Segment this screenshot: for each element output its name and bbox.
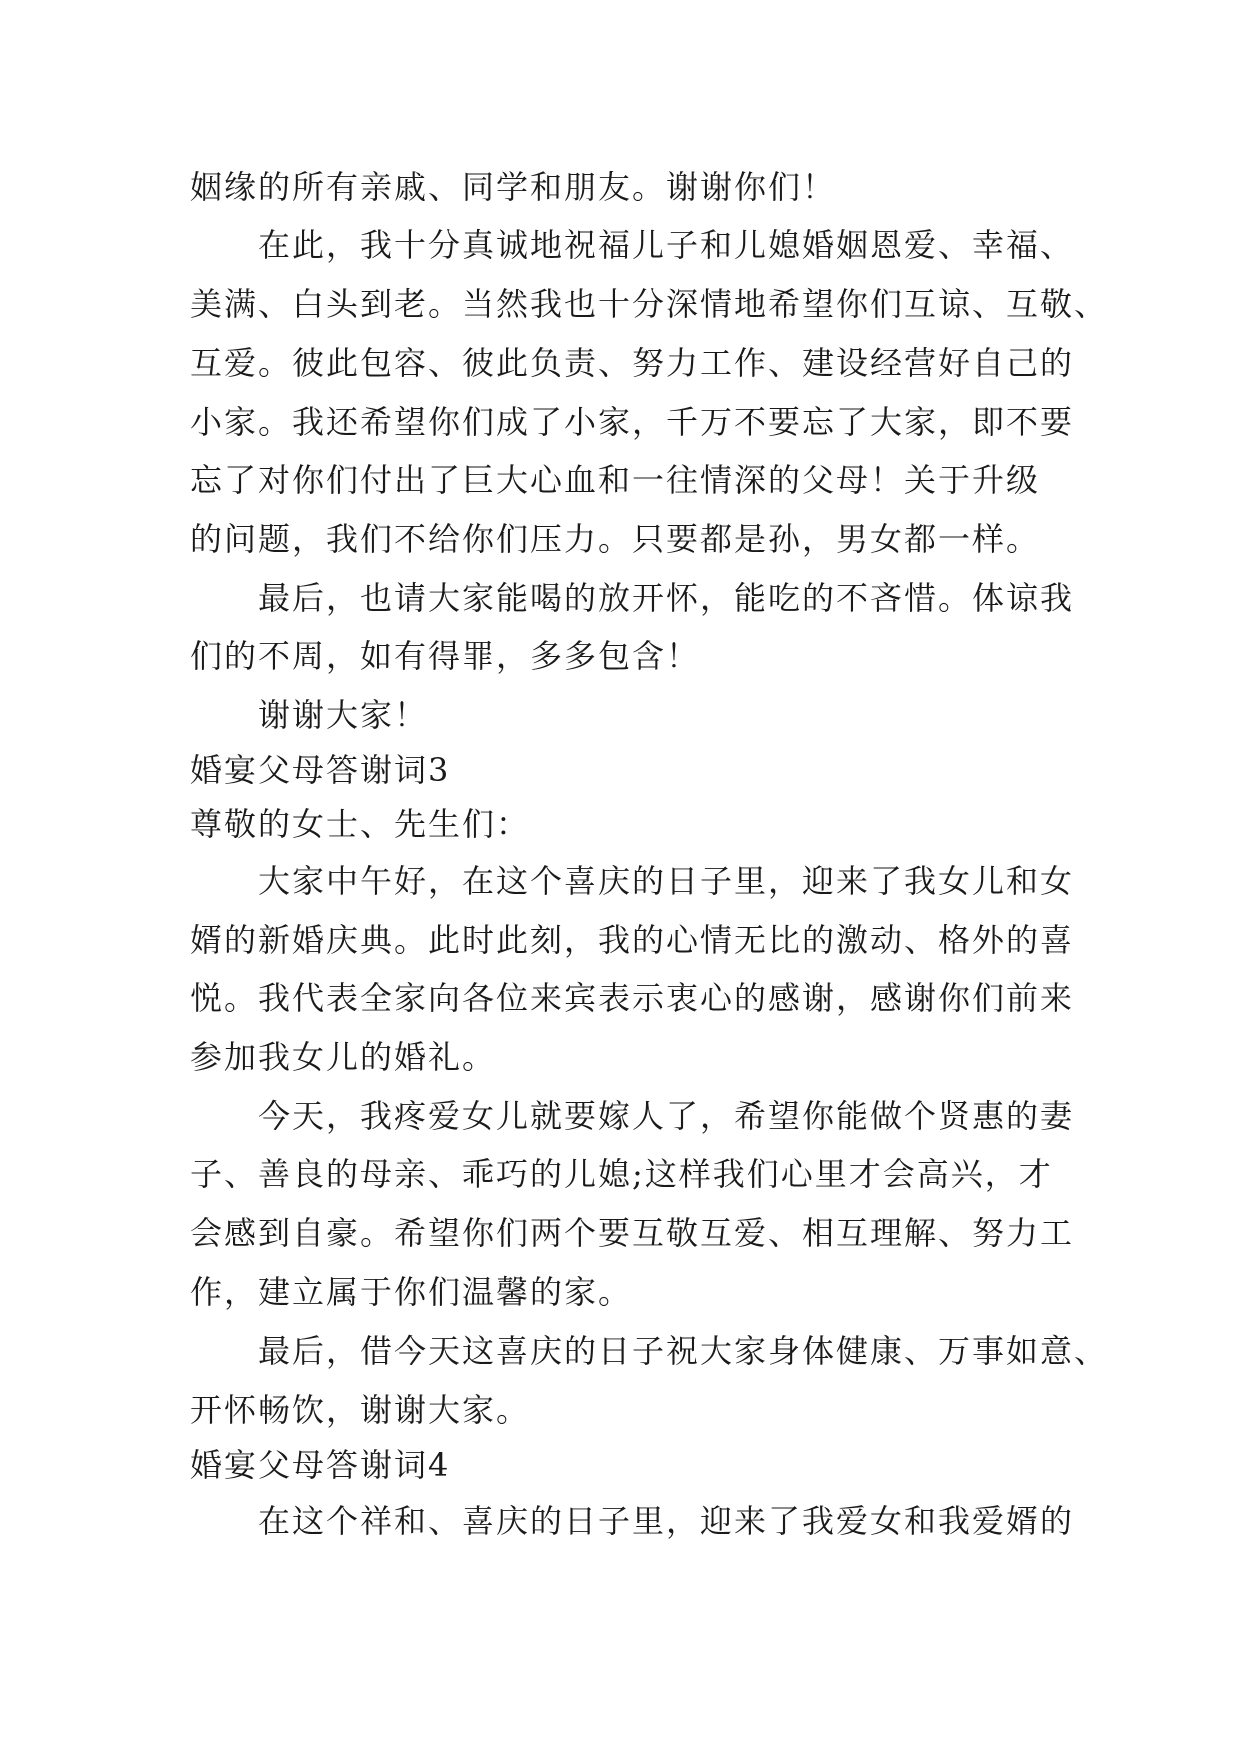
text-line: 开怀畅饮，谢谢大家。 — [190, 1391, 531, 1429]
text-line: 最后，也请大家能喝的放开怀，能吃的不吝惜。体谅我 — [258, 579, 1075, 617]
text-line: 参加我女儿的婚礼。 — [190, 1038, 497, 1076]
text-line: 悦。我代表全家向各位来宾表示衷心的感谢，感谢你们前来 — [190, 979, 1075, 1017]
text-line: 婿的新婚庆典。此时此刻，我的心情无比的激动、格外的喜 — [190, 921, 1075, 959]
text-line: 忘了对你们付出了巨大心血和一往情深的父母！关于升级 — [190, 461, 1041, 499]
text-line: 谢谢大家！ — [258, 696, 429, 734]
text-line: 作，建立属于你们温馨的家。 — [190, 1273, 633, 1311]
text-line: 们的不周，如有得罪，多多包含！ — [190, 637, 701, 675]
text-line: 的问题，我们不给你们压力。只要都是孙，男女都一样。 — [190, 520, 1041, 558]
salutation: 尊敬的女士、先生们： — [190, 805, 531, 843]
text-line: 大家中午好，在这个喜庆的日子里，迎来了我女儿和女 — [258, 862, 1075, 900]
text-line: 在这个祥和、喜庆的日子里，迎来了我爱女和我爱婿的 — [258, 1502, 1075, 1540]
text-line: 互爱。彼此包容、彼此负责、努力工作、建设经营好自己的 — [190, 344, 1075, 382]
text-line: 最后，借今天这喜庆的日子祝大家身体健康、万事如意、 — [258, 1332, 1109, 1370]
section-heading: 婚宴父母答谢词4 — [190, 1446, 451, 1484]
text-line: 小家。我还希望你们成了小家，千万不要忘了大家，即不要 — [190, 403, 1075, 441]
section-heading: 婚宴父母答谢词3 — [190, 751, 451, 789]
text-line: 美满、白头到老。当然我也十分深情地希望你们互谅、互敬、 — [190, 285, 1109, 323]
text-line: 会感到自豪。希望你们两个要互敬互爱、相互理解、努力工 — [190, 1214, 1075, 1252]
text-line: 姻缘的所有亲戚、同学和朋友。谢谢你们！ — [190, 168, 837, 206]
text-line: 子、善良的母亲、乖巧的儿媳;这样我们心里才会高兴，才 — [190, 1155, 1053, 1193]
text-line: 今天，我疼爱女儿就要嫁人了，希望你能做个贤惠的妻 — [258, 1097, 1075, 1135]
text-line: 在此，我十分真诚地祝福儿子和儿媳婚姻恩爱、幸福、 — [258, 226, 1075, 264]
